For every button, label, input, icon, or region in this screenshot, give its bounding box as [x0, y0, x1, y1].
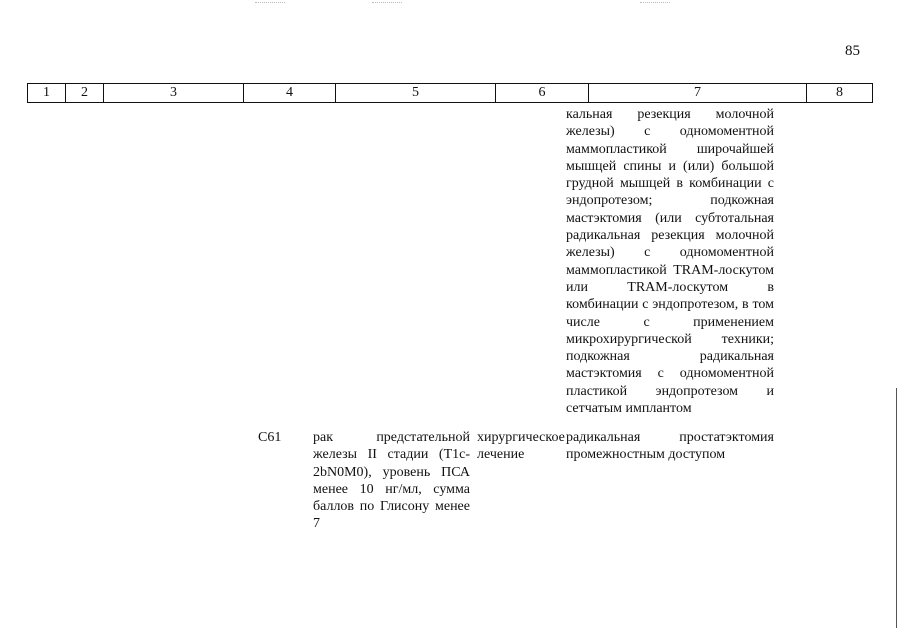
header-cell-5: 5 — [336, 84, 496, 102]
treatment-method-cell: радикальная простатэктомия промежностным доступом — [566, 430, 774, 463]
diagnosis-cell: рак предстательной железы II стадии (T1c-2bN0M0), уровень ПСА менее 10 нг/мл, сумма баллов по Глисону менее 7 — [313, 430, 470, 532]
page-number: 85 — [845, 43, 860, 59]
header-cell-4: 4 — [244, 84, 336, 102]
scan-artifact — [255, 2, 285, 4]
scan-artifact — [372, 2, 402, 4]
page-edge-line — [896, 388, 897, 628]
continued-treatment-method-text: кальная резекция молочной железы) с одномоментной маммопластикой широчайшей мышцей спины и (или) большой грудной мышцей в комбинации с эндопротезом; подкожная мастэктомия (или субтотальная радикальная резекция молочной железы) с одномоментной маммопластикой TRAM-лоскутом или TRAM-лоскутом в комбинации с эндопротезом, в том числе с применением микрохирургической техники; подкожная радикальная мастэктомия с одномоментной пластикой эндопротезом и сетчатым имплантом — [566, 107, 774, 417]
scan-artifact — [640, 2, 670, 4]
header-cell-1: 1 — [28, 84, 66, 102]
treatment-type-cell: хирургическое лечение — [477, 430, 565, 463]
header-cell-7: 7 — [589, 84, 807, 102]
header-cell-8: 8 — [836, 85, 843, 100]
icd-code-cell: С61 — [258, 430, 282, 445]
header-cell-6: 6 — [496, 84, 589, 102]
header-cell-3: 3 — [104, 84, 244, 102]
table-header-row — [27, 83, 873, 103]
header-cell-2: 2 — [66, 84, 104, 102]
